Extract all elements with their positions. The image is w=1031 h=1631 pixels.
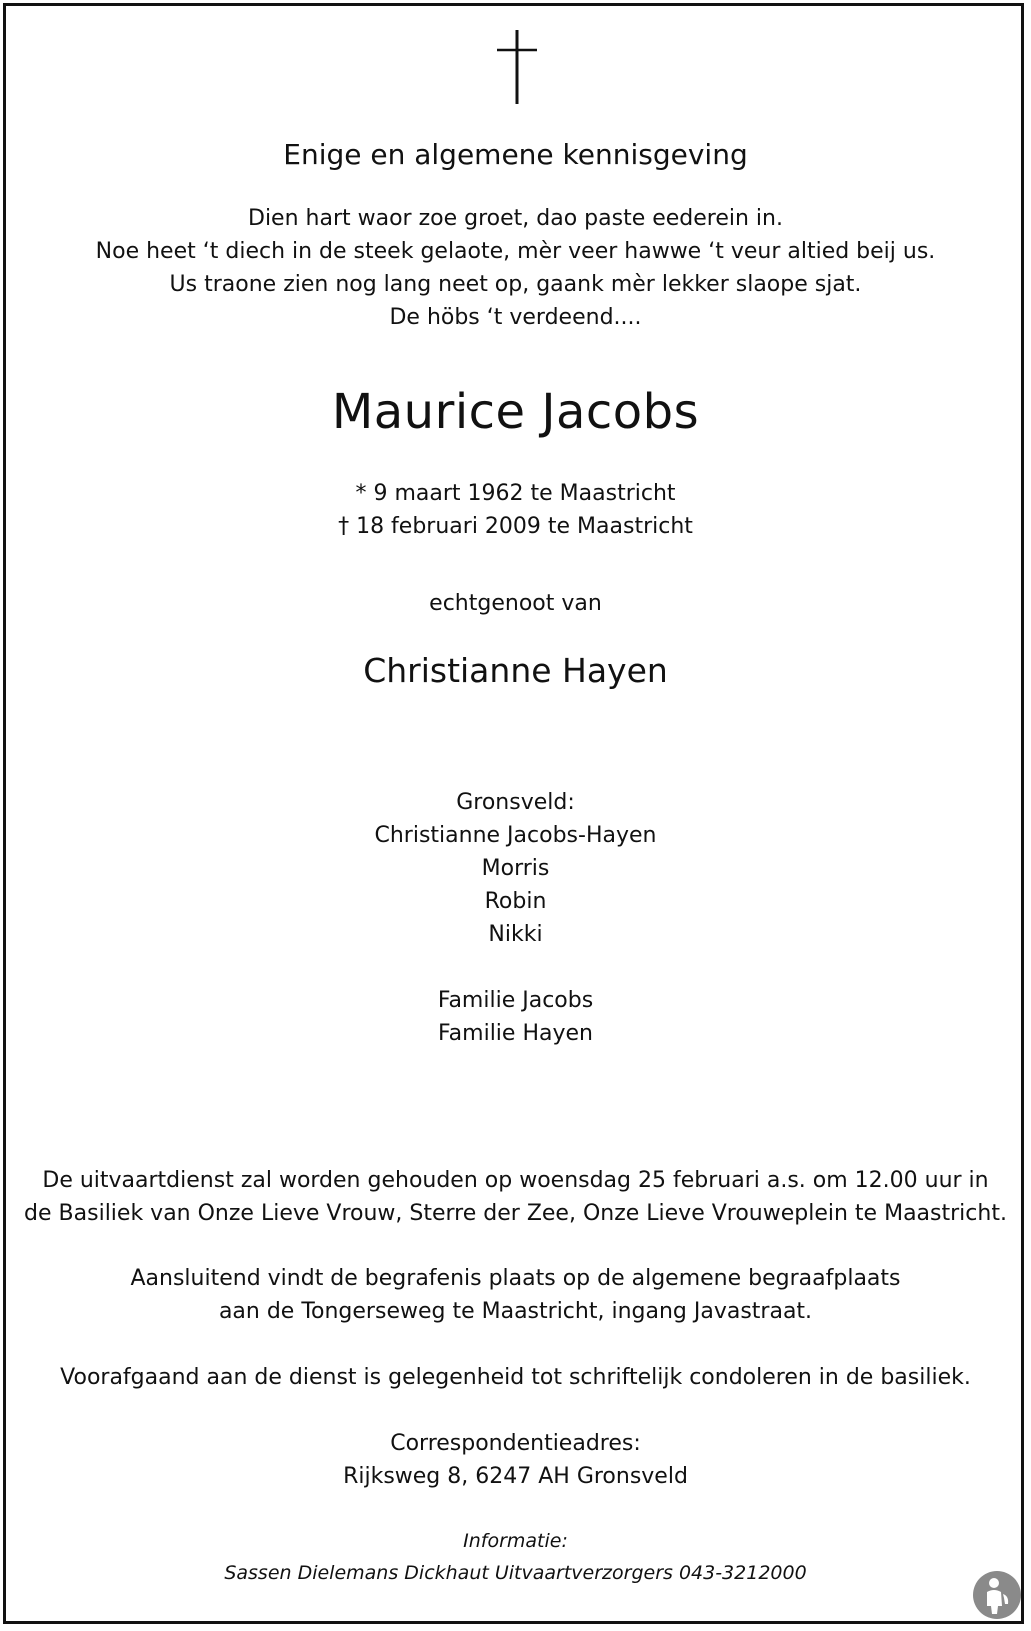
family-line: Nikki: [488, 922, 543, 947]
poem-line: De höbs ‘t verdeend....: [389, 305, 642, 330]
poem-line: Dien hart waor zoe groet, dao paste eederein in.: [248, 206, 783, 231]
family-line: Gronsveld:: [456, 790, 575, 815]
cross-icon: [495, 30, 539, 104]
family-line: Robin: [484, 889, 547, 914]
spouse-name: Christianne Hayen: [363, 651, 668, 690]
condolence-text: Voorafgaand aan de dienst is gelegenheid tot schriftelijk condoleren in de basiliek.: [60, 1365, 971, 1390]
death-date: † 18 februari 2009 te Maastricht: [338, 514, 693, 539]
service-line: De uitvaartdienst zal worden gehouden op woensdag 25 februari a.s. om 12.00 uur in: [42, 1168, 989, 1193]
funeral-director-info: Sassen Dielemans Dickhaut Uitvaartverzorgers 043-3212000: [224, 1562, 807, 1584]
poem-line: Us traone zien nog lang neet op, gaank mèr lekker slaope sjat.: [169, 272, 862, 297]
service-line: de Basiliek van Onze Lieve Vrouw, Sterre der Zee, Onze Lieve Vrouweplein te Maastricht.: [24, 1201, 1007, 1226]
info-label: Informatie:: [463, 1530, 568, 1552]
burial-line: Aansluitend vindt de begrafenis plaats op de algemene begraafplaats: [130, 1266, 901, 1291]
relatives-line: Familie Jacobs: [437, 988, 594, 1013]
family-line: Christianne Jacobs-Hayen: [374, 823, 657, 848]
notice-heading: Enige en algemene kennisgeving: [283, 138, 748, 171]
funeral-service-logo-icon: [972, 1570, 1022, 1620]
deceased-name: Maurice Jacobs: [331, 384, 700, 440]
burial-line: aan de Tongerseweg te Maastricht, ingang Javastraat.: [218, 1299, 813, 1324]
birth-date: * 9 maart 1962 te Maastricht: [355, 481, 676, 506]
relatives-line: Familie Hayen: [438, 1021, 593, 1046]
relation-text: echtgenoot van: [429, 591, 602, 616]
address-label: Correspondentieadres:: [390, 1431, 641, 1456]
family-line: Morris: [481, 856, 550, 881]
address-text: Rijksweg 8, 6247 AH Gronsveld: [343, 1464, 688, 1489]
poem-line: Noe heet ‘t diech in de steek gelaote, mèr veer hawwe ‘t veur altied beij us.: [95, 239, 936, 264]
